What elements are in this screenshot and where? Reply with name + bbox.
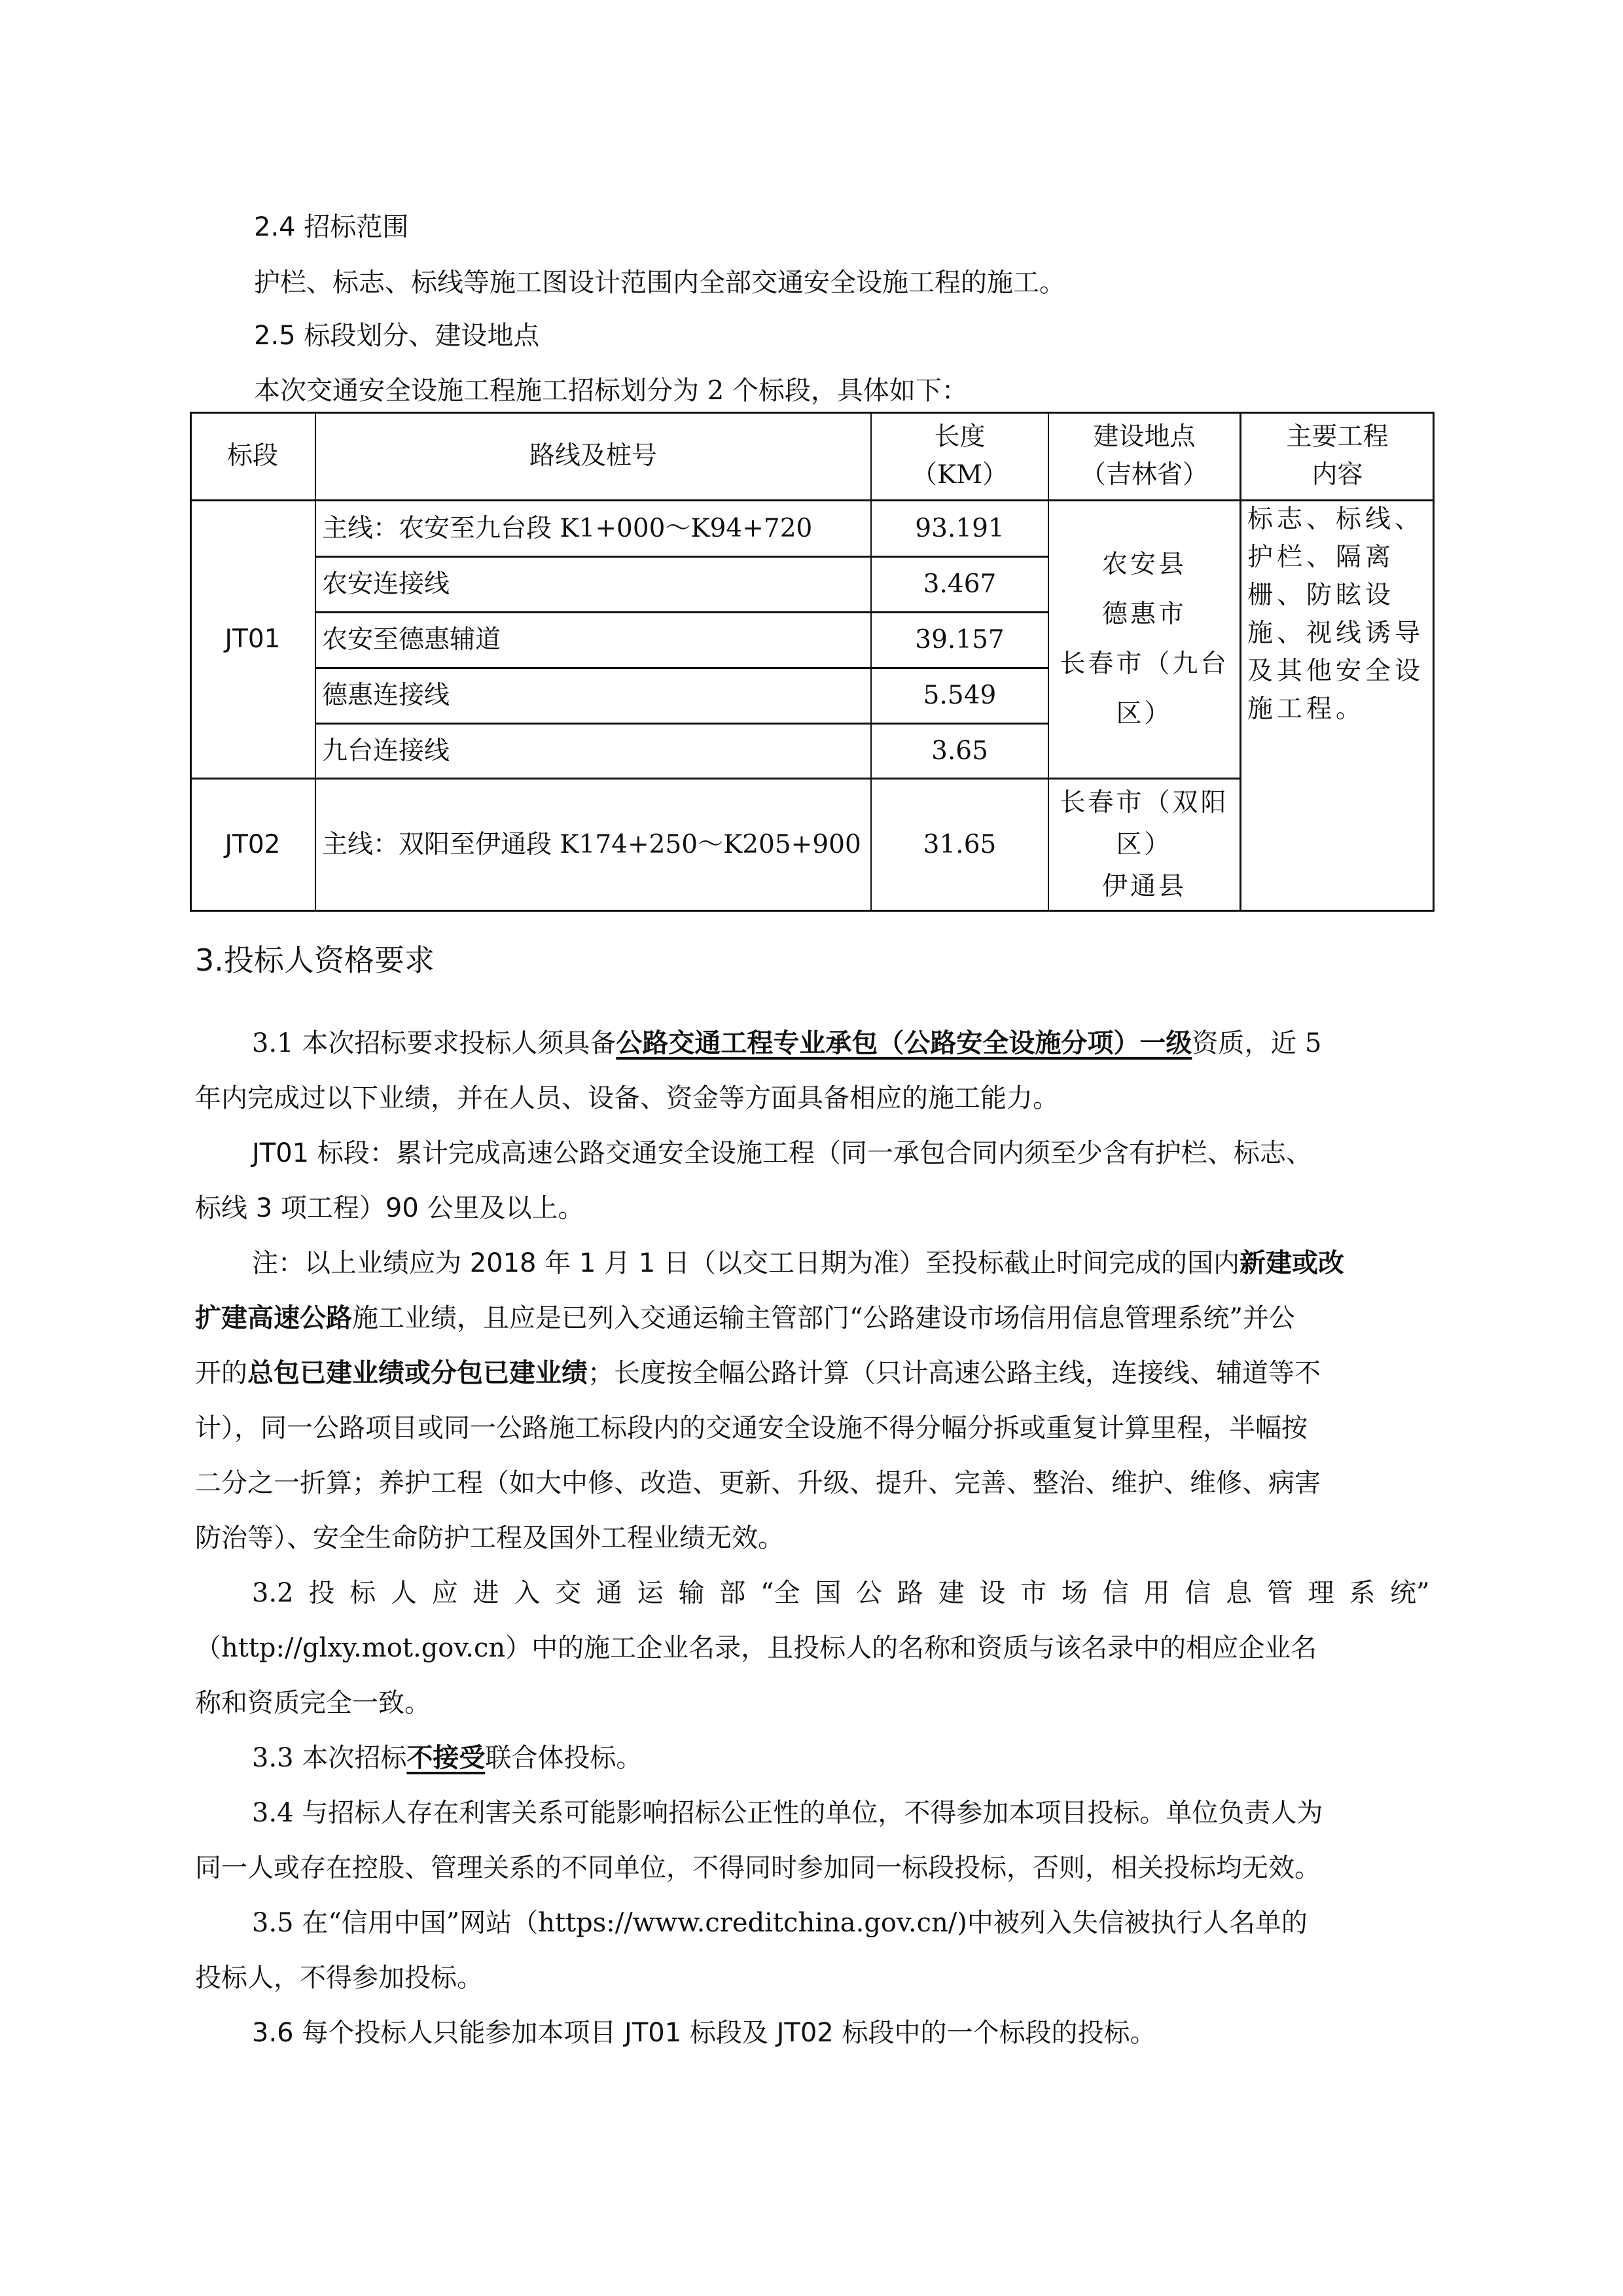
para-3-2-word: 部 <box>719 1578 746 1608</box>
para-3-4-line1: 3.4 与招标人存在利害关系可能影响招标公正性的单位，不得参加本项目投标。单位负责人为 <box>252 1798 1323 1828</box>
para-3-2-word: 人 <box>390 1578 417 1608</box>
para-3-4-line2: 同一人或存在控股、管理关系的不同单位，不得同时参加同一标段投标，否则，相关投标均无效。 <box>195 1853 1321 1883</box>
route-cell: 农安至德惠辅道 <box>322 625 501 655</box>
header-length-line2: （KM） <box>911 460 1008 490</box>
route-cell: 九台连接线 <box>322 736 450 766</box>
para-3-2-word: 用 <box>1143 1578 1170 1608</box>
length-cell: 3.467 <box>923 569 997 599</box>
header-location-line2: （吉林省） <box>1080 460 1208 490</box>
para-3-2-word: 场 <box>1061 1578 1088 1608</box>
para-3-5-line2: 投标人，不得参加投标。 <box>195 1963 483 1993</box>
para-3-1-line2: 年内完成过以下业绩，并在人员、设备、资金等方面具备相应的施工能力。 <box>195 1083 1059 1113</box>
header-location <box>1048 412 1240 501</box>
note-line6: 防治等）、安全生命防护工程及国外工程业绩无效。 <box>195 1523 784 1553</box>
para-3-2-word: 设 <box>979 1578 1006 1608</box>
length-cell: 93.191 <box>915 513 1005 543</box>
no-consortium: 不接受 <box>406 1743 486 1773</box>
note-deadline-clause: 至投标截止时间完成的国内 <box>925 1248 1240 1278</box>
length-cell: 5.549 <box>923 681 997 710</box>
para-3-2-word: 统” <box>1390 1578 1430 1608</box>
para-3-2-line1 <box>252 1566 1430 1621</box>
para-3-2-word: 投 <box>308 1578 335 1608</box>
para-3-2-word: 管 <box>1266 1578 1293 1608</box>
para-3-2-word: 入 <box>514 1578 541 1608</box>
route-cell: 德惠连接线 <box>322 681 450 710</box>
para-3-2-word: 通 <box>596 1578 622 1608</box>
para-3-2-word: 建 <box>938 1578 965 1608</box>
para-3-3-prefix: 3.3 本次招标 <box>252 1743 407 1773</box>
header-length <box>871 412 1048 501</box>
note-contract-type: 总包已建业绩或分包已建业绩 <box>247 1358 588 1388</box>
para-3-2-word: 应 <box>431 1578 458 1608</box>
para-3-2-word: 信 <box>1185 1578 1211 1608</box>
section-2-4-text: 护栏、标志、标线等施工图设计范围内全部交通安全设施工程的施工。 <box>254 268 1065 298</box>
para-3-2-word: 交 <box>555 1578 582 1608</box>
para-3-2-word: 进 <box>473 1578 499 1608</box>
note-line1 <box>252 1236 1344 1291</box>
section-3-heading: 3.投标人资格要求 <box>195 942 435 978</box>
para-3-3-suffix: 联合体投标。 <box>485 1743 643 1773</box>
work-content-line: 施、视线诱导 <box>1247 619 1425 648</box>
section-cell-jt02: JT02 <box>224 829 281 859</box>
note-line3 <box>195 1346 1321 1401</box>
location-line: 农安县 <box>1101 550 1186 579</box>
para-3-2-word: 3.2 <box>252 1578 294 1608</box>
para-3-2-word: 理 <box>1308 1578 1334 1608</box>
section-2-4-heading: 2.4 招标范围 <box>254 212 409 242</box>
header-work-line1: 主要工程 <box>1286 422 1389 452</box>
header-location-line1: 建设地点 <box>1093 422 1196 452</box>
note-line3-a: 开的 <box>195 1358 247 1388</box>
para-3-2-word: 运 <box>637 1578 664 1608</box>
bid-section-table <box>190 412 1435 911</box>
note-date-clause: 注：以上业绩应为 2018 年 1 月 1 日（以交工日期为准） <box>252 1248 925 1278</box>
header-length-line1: 长度 <box>934 422 986 452</box>
header-work-content <box>1241 412 1434 501</box>
header-section: 标段 <box>226 441 278 471</box>
location-line: 伊通县 <box>1101 871 1186 901</box>
header-route: 路线及桩号 <box>529 441 657 471</box>
work-content-line: 及其他安全设 <box>1247 656 1425 686</box>
location-line: 长春市（九台 <box>1060 649 1229 679</box>
note-line4: 计），同一公路项目或同一公路施工标段内的交通安全设施不得分幅分拆或重复计算里程，半幅按 <box>195 1413 1308 1443</box>
jt01-requirement-line2: 标线 3 项工程）90 公里及以上。 <box>195 1193 584 1223</box>
para-3-2-word: 国 <box>815 1578 842 1608</box>
jt01-requirement-line1: JT01 标段：累计完成高速公路交通安全设施工程（同一承包合同内须至少含有护栏、标志、 <box>252 1138 1312 1168</box>
length-cell: 31.65 <box>923 829 997 859</box>
section-cell-jt01: JT01 <box>224 624 281 654</box>
para-3-1-prefix: 3.1 本次招标要求投标人须具备 <box>252 1028 616 1058</box>
para-3-2-word: 市 <box>1020 1578 1047 1608</box>
route-cell: 主线：农安至九台段 K1+000～K94+720 <box>322 513 813 543</box>
location-line: 德惠市 <box>1101 600 1186 629</box>
para-3-5-line1: 3.5 在“信用中国”网站（https://www.creditchina.gov.cn/)中被列入失信被执行人名单的 <box>252 1908 1308 1938</box>
para-3-2-word: 信 <box>1102 1578 1129 1608</box>
para-3-2-word: 公 <box>856 1578 883 1608</box>
para-3-2-word: 系 <box>1349 1578 1376 1608</box>
para-3-1-suffix: 资质，近 5 <box>1192 1028 1322 1058</box>
qualification-requirement: 公路交通工程专业承包（公路安全设施分项）一级 <box>616 1028 1192 1058</box>
route-cell: 主线：双阳至伊通段 K174+250～K205+900 <box>322 829 861 859</box>
note-new-build: 新建或改 <box>1239 1248 1344 1278</box>
para-3-2-word: 输 <box>678 1578 705 1608</box>
section-2-5-intro: 本次交通安全设施工程施工招标划分为 2 个标段，具体如下： <box>254 376 968 406</box>
note-line3-c: ；长度按全幅公路计算（只计高速公路主线，连接线、辅道等不 <box>588 1358 1321 1388</box>
para-3-2-word: 路 <box>897 1578 923 1608</box>
para-3-2-word: “全 <box>760 1578 800 1608</box>
location-line: 区） <box>1116 699 1173 728</box>
para-3-2-word: 息 <box>1226 1578 1253 1608</box>
work-content-line: 施工程。 <box>1247 694 1366 724</box>
location-line: 长春市（双阳 <box>1060 787 1229 817</box>
para-3-1-line1 <box>252 1016 1322 1071</box>
location-cell-jt01 <box>1048 501 1240 778</box>
note-line2 <box>195 1291 1295 1346</box>
work-content-line: 栅、防眩设 <box>1247 581 1395 610</box>
route-cell: 农安连接线 <box>322 569 450 599</box>
work-content-line: 标志、标线、 <box>1247 505 1425 534</box>
header-work-line2: 内容 <box>1311 460 1363 490</box>
work-content-cell <box>1241 501 1433 910</box>
note-line5: 二分之一折算；养护工程（如大中修、改造、更新、升级、提升、完善、整治、维护、维修、病害 <box>195 1468 1321 1498</box>
para-3-2-line3: 称和资质完全一致。 <box>195 1688 431 1718</box>
note-line2-rest: 施工业绩，且应是已列入交通运输主管部门“公路建设市场信用信息管理系统”并公 <box>352 1303 1295 1333</box>
section-2-5-heading: 2.5 标段划分、建设地点 <box>254 321 540 351</box>
note-expressway: 扩建高速公路 <box>195 1303 352 1333</box>
length-cell: 3.65 <box>931 736 988 766</box>
para-3-6: 3.6 每个投标人只能参加本项目 JT01 标段及 JT02 标段中的一个标段的投标。 <box>252 2018 1156 2048</box>
length-cell: 39.157 <box>915 625 1005 655</box>
work-content-line: 护栏、隔离 <box>1247 543 1395 572</box>
location-cell-jt02 <box>1048 779 1240 910</box>
para-3-3 <box>252 1731 642 1785</box>
location-line: 区） <box>1116 829 1173 859</box>
para-3-2-line2: （http://glxy.mot.gov.cn）中的施工企业名录，且投标人的名称和资质与该名录中的相应企业名 <box>195 1633 1317 1663</box>
para-3-2-word: 标 <box>349 1578 376 1608</box>
